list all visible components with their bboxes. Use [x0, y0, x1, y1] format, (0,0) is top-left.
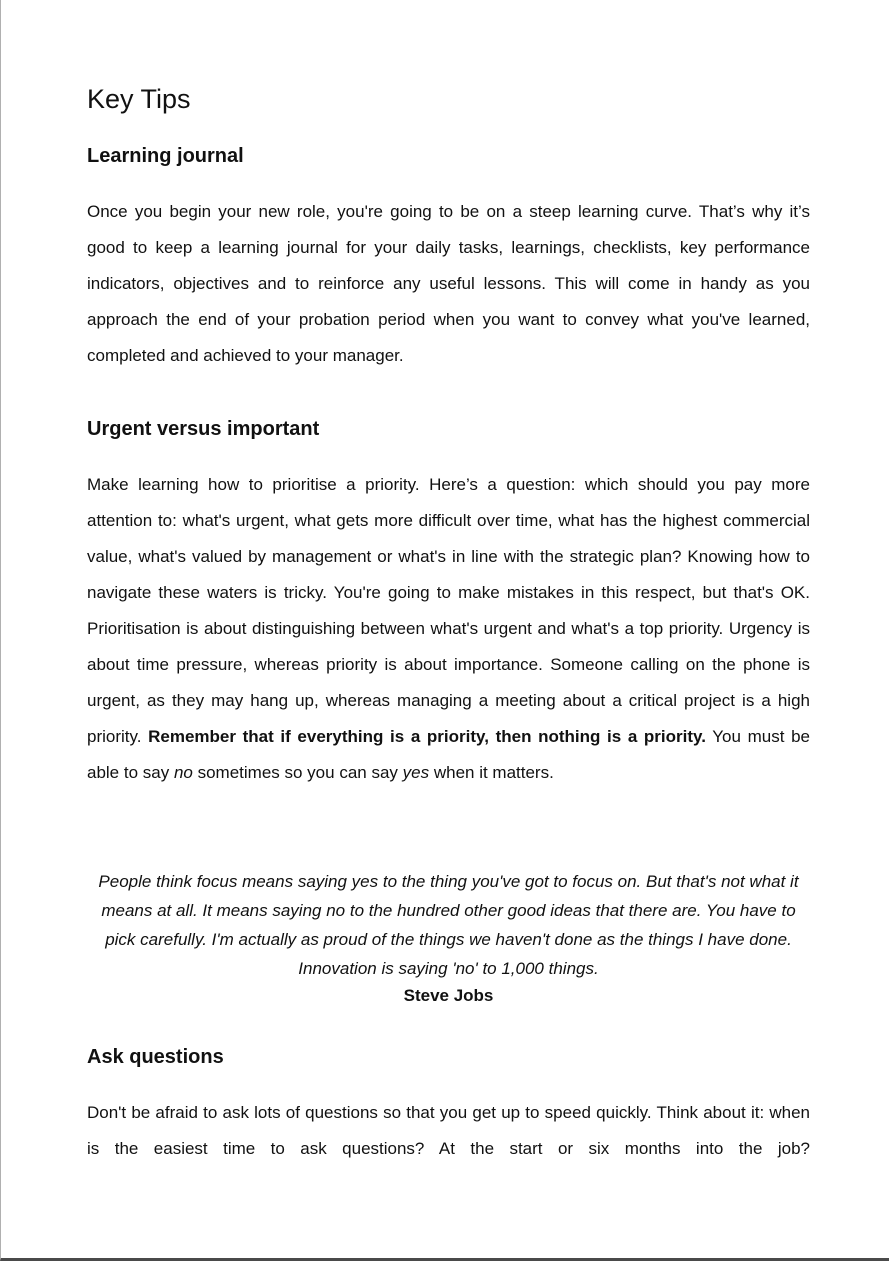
quote-author: Steve Jobs [403, 986, 494, 1005]
text: when it matters. [429, 763, 554, 782]
italic-text: yes [402, 763, 430, 782]
page-title: Key Tips [87, 84, 191, 114]
text: You must be able to say [87, 727, 810, 782]
section-heading-urgent-vs-important: Urgent versus important [87, 418, 320, 440]
section-paragraph-urgent-vs-important [87, 467, 810, 791]
section-heading-ask-questions: Ask questions [87, 1046, 224, 1068]
section-paragraph-ask-questions: Don't be afraid to ask lots of questions so that you get up to speed quickly. Think about it: when is the easiest time to ask questions? At the start or six months into the job? [87, 1103, 810, 1158]
section-paragraph-learning-journal: Once you begin your new role, you're going to be on a steep learning curve. That’s why it’s good to keep a learning journal for your daily tasks, learnings, checklists, key performance indicators, objectives and to reinforce any useful lessons. This will come in handy as you approach the end of your probation period when you want to convey what you've learned, completed and achieved to your manager. [87, 202, 810, 365]
quote-text: People think focus means saying yes to the thing you've got to focus on. But that's not what it means at all. It means saying no to the hundred other good ideas that there are. You have to pick carefully. I'm actually as proud of the things we haven't done as the things I have done. Innovation is saying 'no' to 1,000 things. [98, 872, 799, 978]
section-heading-learning-journal: Learning journal [87, 145, 244, 167]
italic-text: no [173, 763, 193, 782]
text: sometimes so you can say [192, 763, 403, 782]
bold-text: Remember that if everything is a priority, then nothing is a priority. [148, 727, 706, 746]
text: Make learning how to prioritise a priority. Here’s a question: which should you pay more attention to: what's urgent, what gets more difficult over time, what has the highest commercial value, what's valued by management or what's in line with the strategic plan? Knowing how to navigate these waters is tricky. You're going to make mistakes in this respect, but that's OK. Prioritisation is about distinguishing between what's urgent and what's a top priority. Urgency is about time pressure, whereas priority is about importance. Someone calling on the phone is urgent, as they may hang up, whereas managing a meeting about a critical project is a high priority. [87, 475, 810, 746]
